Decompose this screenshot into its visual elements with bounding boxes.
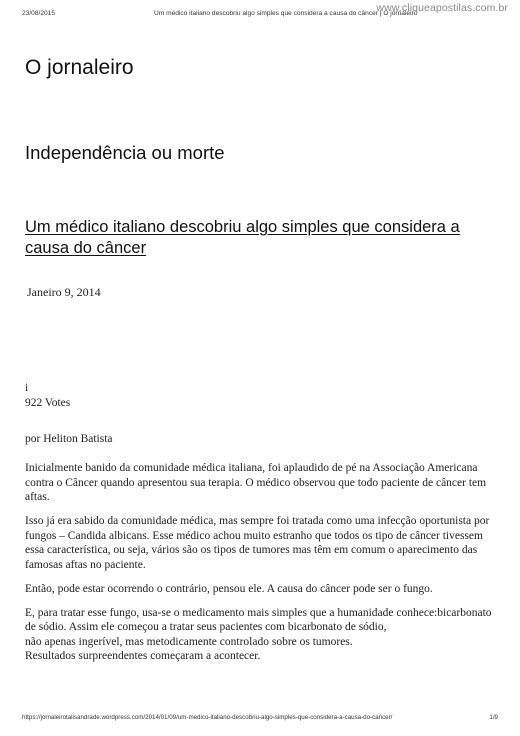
print-footer: [22, 714, 498, 724]
votes-count: 922 Votes: [25, 397, 71, 409]
rating-info-icon[interactable]: i: [25, 382, 29, 394]
print-date: 23/08/2015: [22, 10, 56, 17]
paragraph: não apenas ingerível, mas metodicamente controlado sobre os tumores.: [25, 635, 353, 648]
post-author: por Heliton Batista: [25, 433, 113, 445]
watermark: www.cliqueapostilas.com.br: [376, 2, 508, 14]
site-title[interactable]: O jornaleiro: [25, 56, 134, 79]
paragraph: Inicialmente banido da comunidade médica italiana, foi aplaudido de pé na Associação Americana contra o Câncer quando apresentou sua terapia. O médico observou que todo paciente de câncer tem aftas.: [25, 462, 487, 503]
paragraph: E, para tratar esse fungo, usa-se o medicamento mais simples que a humanidade conhece:bicarbonato de sódio. Assim ele começou a tratar seus pacientes com bicarbonato de sódio,: [25, 606, 492, 633]
post-title-link[interactable]: Um médico italiano descobriu algo simples que considera a causa do câncer: [25, 218, 460, 257]
paragraph: Isso já era sabido da comunidade médica, mas sempre foi tratada como uma infecção oportunista por fungos – Candida albicans. Esse médico achou muito estranho que todos os tipo de câncer tivessem essa característica, ou seja, vários são os tipos de tumores mas têm em comum o aparecimento das famosas aftas no paciente.: [25, 515, 490, 571]
site-tagline: Independência ou morte: [25, 142, 225, 163]
print-url: https://jornaleirotalisandrade.wordpress.com/2014/01/09/um-medico-italiano-descobriu-algo-simples-que-considera-a-causa-do-cancer/: [22, 714, 393, 721]
paragraph: Então, pode estar ocorrendo o contrário, pensou ele. A causa do câncer pode ser o fungo.: [25, 582, 433, 595]
paragraph: Resultados surpreendentes começaram a acontecer.: [25, 650, 261, 662]
post-date[interactable]: Janeiro 9, 2014: [27, 285, 101, 299]
print-document-title: Um médico italiano descobriu algo simples que considera a causa do câncer | O jornaleiro: [154, 10, 418, 17]
post-content: [25, 461, 495, 664]
rating-widget: [25, 381, 70, 411]
page-number: 1/9: [489, 714, 498, 721]
